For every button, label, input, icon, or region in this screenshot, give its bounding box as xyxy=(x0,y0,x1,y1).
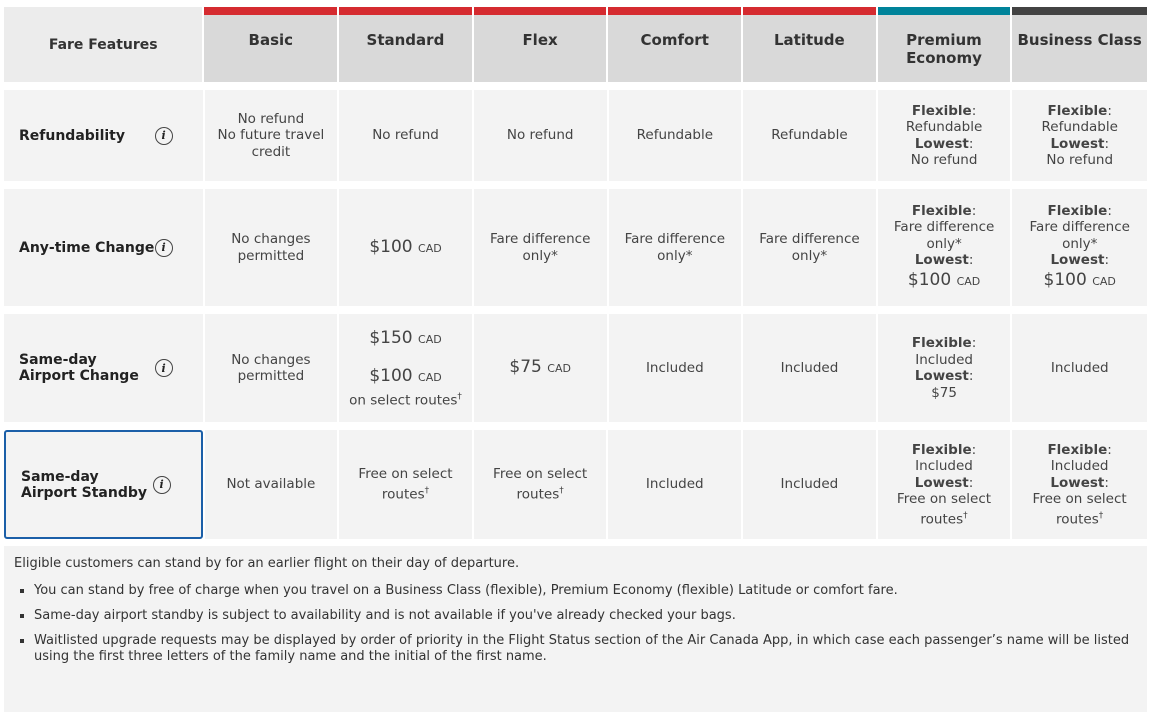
cell-text: No refund xyxy=(506,127,574,144)
fare-cell xyxy=(1012,189,1147,306)
cell-line xyxy=(1050,136,1109,153)
cell-text: : xyxy=(1107,202,1112,219)
cell-line xyxy=(474,231,607,264)
table-row xyxy=(4,90,1147,181)
cell-line xyxy=(912,335,976,352)
cell-text: Free on select routes xyxy=(896,491,992,527)
fare-option-label: Lowest xyxy=(914,368,969,384)
fare-option-label: Lowest xyxy=(1050,474,1105,491)
cell-line xyxy=(912,103,976,120)
cell-text: : xyxy=(971,441,977,458)
fare-option-label: Flexible xyxy=(911,202,972,219)
fare-cell xyxy=(878,189,1011,306)
cell-text: : xyxy=(968,252,974,268)
cell-text: Fare difference only* xyxy=(489,231,591,264)
price: $75 xyxy=(509,357,542,377)
fare-cell xyxy=(339,189,472,306)
feature-cell[interactable] xyxy=(4,90,203,181)
fare-header-basic: Basic xyxy=(204,7,337,82)
currency: CAD xyxy=(547,362,571,375)
table-row xyxy=(4,189,1147,306)
cell-line xyxy=(1051,360,1109,377)
cell-line xyxy=(878,491,1011,528)
cell-text: : xyxy=(1104,135,1110,152)
cell-text: Fare difference only* xyxy=(624,231,726,264)
notes-intro: Eligible customers can stand by for an earlier flight on their day of departure. xyxy=(14,556,520,571)
cell-text: Refundable xyxy=(1041,119,1118,135)
fare-cell xyxy=(878,90,1011,181)
cell-text: Included xyxy=(780,359,839,376)
fare-cell xyxy=(1012,430,1147,539)
fare-cell xyxy=(474,90,607,181)
feature-label: Same-day Airport Change xyxy=(19,352,139,384)
fare-option-label: Lowest xyxy=(1050,252,1105,268)
cell-line xyxy=(507,127,574,144)
fare-cell xyxy=(474,430,607,539)
cell-line xyxy=(931,385,957,402)
fare-option-label: Flexible xyxy=(911,441,972,458)
currency: CAD xyxy=(418,333,442,346)
cell-text: Fare difference only* xyxy=(759,231,860,264)
cell-line xyxy=(349,389,462,409)
cell-text: Included xyxy=(915,351,973,368)
fare-option-label: Lowest xyxy=(1050,135,1105,152)
cell-line xyxy=(1048,103,1112,120)
cell-text: : xyxy=(1104,252,1110,268)
cell-line xyxy=(1051,458,1109,475)
info-icon[interactable]: i xyxy=(155,359,173,377)
cell-line xyxy=(915,136,974,153)
cell-text: : xyxy=(1104,474,1109,491)
fare-cell xyxy=(339,90,472,181)
cell-line xyxy=(1048,203,1112,220)
cell-line xyxy=(238,111,305,128)
price: $100 xyxy=(369,366,413,386)
info-icon[interactable]: i xyxy=(153,476,171,494)
cell-text: No refund xyxy=(237,110,305,127)
table-row xyxy=(4,314,1147,422)
cell-text: No changes permitted xyxy=(231,351,311,384)
fare-header-comfort: Comfort xyxy=(608,7,741,82)
fare-cell xyxy=(205,430,338,539)
cell-line xyxy=(908,269,980,293)
cell-line xyxy=(1012,219,1147,252)
cell-text: Refundable xyxy=(771,127,848,144)
cell-text: No changes permitted xyxy=(231,231,311,264)
cell-text: Fare difference only* xyxy=(1029,219,1130,252)
cell-text: Refundable xyxy=(636,127,714,144)
cell-line xyxy=(205,127,338,160)
cell-text: Refundable xyxy=(905,119,983,135)
footnote-mark: † xyxy=(457,392,462,402)
fare-cell xyxy=(474,189,607,306)
fare-cell xyxy=(743,189,876,306)
price: $150 xyxy=(369,328,413,348)
cell-line xyxy=(1046,152,1113,169)
cell-line xyxy=(915,252,974,269)
cell-text: : xyxy=(971,202,977,219)
cell-line xyxy=(609,231,742,264)
fare-cell xyxy=(608,430,741,539)
note-item: ▪ Same-day airport standby is subject to availability and is not available if you've already checked your bags. xyxy=(34,608,1137,624)
cell-text: Free on select routes xyxy=(1032,491,1127,527)
fare-option-label: Lowest xyxy=(914,135,969,152)
fare-option-label: Flexible xyxy=(1047,441,1108,458)
fare-cell xyxy=(609,314,742,422)
cell-line xyxy=(911,152,978,169)
fare-cell xyxy=(609,189,742,306)
feature-label: Same-day Airport Standby xyxy=(21,468,148,501)
fare-option-label: Flexible xyxy=(911,335,972,351)
footnote-mark: † xyxy=(1098,510,1104,521)
cell-line xyxy=(474,466,607,503)
fare-cell xyxy=(743,430,876,539)
fare-option-label: Flexible xyxy=(1047,202,1108,219)
cell-line xyxy=(637,127,713,144)
currency: CAD xyxy=(1092,274,1116,288)
table-header-row xyxy=(4,7,1147,82)
price: $100 xyxy=(369,236,413,257)
cell-text: : xyxy=(968,474,974,491)
cell-line xyxy=(1050,475,1109,492)
cell-text: Fare difference only* xyxy=(893,219,995,252)
fare-option-label: Flexible xyxy=(1047,102,1108,119)
cell-text: on select routes xyxy=(349,392,458,409)
cell-line xyxy=(646,476,704,493)
fare-features-header: Fare Features xyxy=(4,7,202,82)
fare-cell xyxy=(743,314,876,422)
cell-line xyxy=(915,368,974,385)
fare-header-standard: Standard xyxy=(339,7,472,82)
cell-line xyxy=(781,360,839,377)
cell-line xyxy=(771,127,847,144)
notes-list xyxy=(14,583,1137,665)
cell-text: Not available xyxy=(226,476,316,493)
fare-cell xyxy=(205,189,338,306)
cell-text: Included xyxy=(645,359,704,376)
cell-line xyxy=(1044,269,1116,293)
footnote-mark: † xyxy=(963,510,968,521)
fare-comparison-table xyxy=(4,7,1147,539)
fare-cell xyxy=(339,314,472,422)
feature-cell[interactable] xyxy=(4,314,203,422)
cell-text: : xyxy=(968,368,974,384)
cell-text: Included xyxy=(645,476,704,493)
fare-header-business-class: Business Class xyxy=(1012,7,1147,82)
feature-cell[interactable] xyxy=(4,430,203,539)
currency: CAD xyxy=(956,274,981,288)
cell-line xyxy=(781,476,839,493)
cell-line xyxy=(372,127,439,144)
fare-cell xyxy=(474,314,607,422)
info-icon[interactable]: i xyxy=(155,239,173,257)
currency: CAD xyxy=(418,241,442,255)
fare-option-label: Lowest xyxy=(914,252,969,268)
cell-line xyxy=(906,119,982,136)
fare-header-premium-economy: Premium Economy xyxy=(878,7,1011,82)
fare-cell xyxy=(1012,90,1147,181)
fare-cell xyxy=(1012,314,1147,422)
fare-header-latitude: Latitude xyxy=(743,7,876,82)
footnote-mark: † xyxy=(559,485,564,496)
note-item: ▪ You can stand by free of charge when you travel on a Business Class (flexible), Premium Economy (flexible) Latitude or comfort fare. xyxy=(34,583,1137,599)
fare-cell xyxy=(339,430,472,539)
cell-text: No refund xyxy=(372,127,439,144)
cell-line xyxy=(205,231,338,264)
fare-cell xyxy=(743,90,876,181)
feature-cell[interactable] xyxy=(4,189,203,306)
cell-text: : xyxy=(971,102,977,119)
info-icon[interactable]: i xyxy=(155,127,173,145)
fare-option-label: Lowest xyxy=(914,474,969,491)
cell-line xyxy=(878,219,1011,252)
cell-line xyxy=(1042,119,1118,136)
fare-cell xyxy=(205,90,338,181)
cell-line xyxy=(915,475,974,492)
price: $100 xyxy=(1043,269,1087,290)
cell-text: : xyxy=(968,135,974,152)
cell-text: : xyxy=(971,335,977,351)
cell-text: : xyxy=(1107,102,1112,119)
fare-cell xyxy=(878,314,1011,422)
cell-line xyxy=(226,476,315,493)
cell-line xyxy=(509,356,571,380)
fare-cell xyxy=(878,430,1011,539)
cell-line xyxy=(369,236,441,260)
cell-line xyxy=(205,352,338,385)
price: $100 xyxy=(907,269,952,290)
cell-text: No future travel credit xyxy=(217,127,325,160)
cell-text: Included xyxy=(780,476,839,493)
cell-line xyxy=(743,231,876,264)
fare-cell xyxy=(205,314,338,422)
feature-label: Refundability xyxy=(19,127,126,144)
cell-line xyxy=(915,352,973,369)
footnote-mark: † xyxy=(424,485,430,496)
cell-line xyxy=(1012,491,1147,528)
fare-option-label: Flexible xyxy=(911,102,972,119)
table-row xyxy=(4,430,1147,539)
fare-cell xyxy=(609,90,742,181)
cell-line xyxy=(912,203,976,220)
feature-label: Any-time Change xyxy=(19,239,155,256)
cell-text: : xyxy=(1107,441,1112,458)
currency: CAD xyxy=(418,371,442,384)
cell-line xyxy=(369,327,441,351)
cell-line xyxy=(912,442,976,459)
cell-line xyxy=(1050,252,1109,269)
cell-text: Included xyxy=(1050,458,1109,474)
cell-text: Included xyxy=(915,458,973,474)
cell-line xyxy=(339,466,472,503)
cell-text: Free on select routes xyxy=(493,466,588,503)
cell-line xyxy=(1047,442,1111,459)
cell-line xyxy=(646,360,704,377)
fare-header-flex: Flex xyxy=(474,7,607,82)
note-item: ▪ Waitlisted upgrade requests may be displayed by order of priority in the Flight Status section of the Air Canada App, in which case each passenger’s name will be listed using the first three letters of the family name and the initial of the first name. xyxy=(34,633,1137,665)
standby-notes xyxy=(4,546,1147,712)
cell-line xyxy=(915,458,973,475)
cell-text: $75 xyxy=(931,384,957,401)
cell-text: No refund xyxy=(1046,152,1114,168)
cell-text: Included xyxy=(1050,359,1109,376)
cell-line xyxy=(369,365,441,389)
cell-text: Free on select routes xyxy=(358,466,453,503)
cell-text: No refund xyxy=(910,152,978,168)
